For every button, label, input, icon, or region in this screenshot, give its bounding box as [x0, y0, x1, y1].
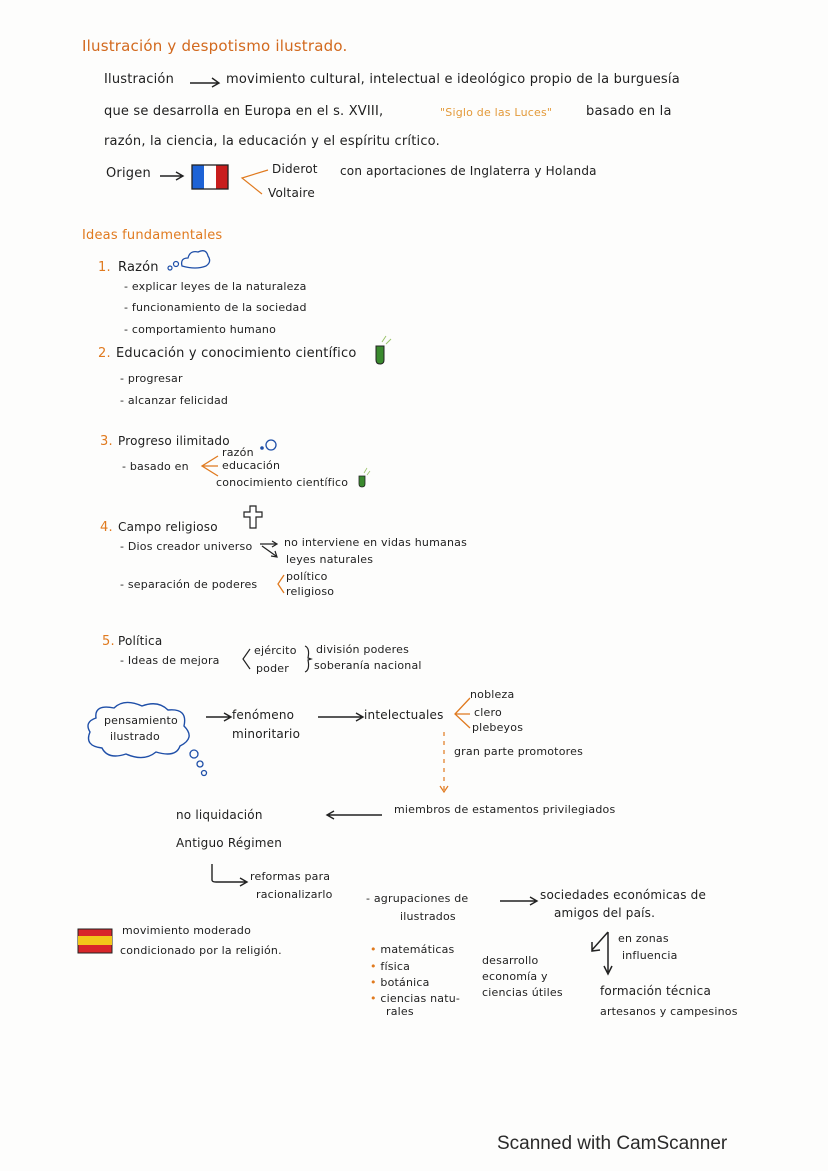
curved-arrow-icon: [206, 862, 250, 888]
spain-text: movimiento moderado: [122, 924, 252, 937]
estate: plebeyos: [472, 721, 524, 734]
intro-definition: movimiento cultural, intelectual e ideológico propio de la burguesía: [226, 72, 680, 87]
arrows-icon: [258, 536, 284, 562]
idea-5-branch: poder: [256, 662, 289, 675]
idea-1-num: 1.: [98, 260, 111, 275]
groups: - agrupaciones de: [366, 892, 469, 905]
france-flag: [191, 164, 229, 190]
idea-5-result: soberanía nacional: [314, 659, 422, 672]
idea-4-sep-branch: político: [286, 570, 328, 583]
phenomenon: minoritario: [232, 727, 301, 741]
thought-cloud-icon: [166, 246, 214, 274]
idea-1-point: - comportamiento humano: [124, 323, 276, 336]
intellectuals: intelectuales: [364, 708, 444, 722]
idea-5-improve: - Ideas de mejora: [120, 654, 220, 667]
influence: en zonas: [618, 932, 669, 945]
thought-cloud-icon: [258, 438, 280, 452]
idea-4-sep-branch: religioso: [286, 585, 335, 598]
science-item: • matemáticas: [370, 943, 455, 956]
origin-diderot: Diderot: [272, 162, 318, 176]
intro-line2: que se desarrolla en Europa en el s. XVIII,: [104, 104, 384, 119]
influence: influencia: [622, 949, 678, 962]
origin-voltaire: Voltaire: [268, 186, 315, 200]
idea-2-label: Educación y conocimiento científico: [116, 346, 357, 361]
idea-3-based-label: - basado en: [122, 460, 189, 473]
page-title: Ilustración y despotismo ilustrado.: [82, 37, 348, 55]
test-tube-icon: [356, 466, 372, 488]
idea-3-branch: razón: [222, 446, 254, 459]
phenomenon: fenómeno: [232, 708, 295, 722]
development: economía y: [482, 970, 548, 983]
science-item: • botánica: [370, 976, 430, 989]
societies: sociedades económicas de: [540, 888, 707, 902]
intro-line3: razón, la ciencia, la educación y el espíritu crítico.: [104, 134, 440, 149]
idea-4-separation: - separación de poderes: [120, 578, 258, 591]
idea-3-num: 3.: [100, 434, 113, 449]
origin-label: Origen: [106, 166, 151, 181]
spain-text: condicionado por la religión.: [120, 944, 282, 957]
societies: amigos del país.: [554, 906, 656, 920]
no-liquidation: no liquidación: [176, 808, 263, 822]
no-liquidation: Antiguo Régimen: [176, 836, 283, 850]
arrow-right-icon: [316, 710, 366, 724]
intro-term: Ilustración: [104, 72, 175, 87]
training: formación técnica: [600, 984, 712, 998]
idea-3-branch: educación: [222, 459, 281, 472]
estate: nobleza: [470, 688, 515, 701]
arrow-right-icon: [498, 894, 540, 908]
quote-siglo-luces: "Siglo de las Luces": [440, 106, 553, 119]
intro-line2-end: basado en la: [586, 104, 672, 119]
idea-3-label: Progreso ilimitado: [118, 434, 230, 448]
scanner-watermark: Scanned with CamScanner: [497, 1133, 728, 1154]
branch-icon: [238, 166, 272, 198]
split-arrows-icon: [584, 928, 616, 980]
idea-5-num: 5.: [102, 634, 115, 649]
development: desarrollo: [482, 954, 539, 967]
test-tube-icon: [372, 332, 394, 366]
science-item: • ciencias natu-: [370, 992, 461, 1005]
science-item: • física: [370, 960, 411, 973]
idea-1-point: - funcionamiento de la sociedad: [124, 301, 307, 314]
spain-flag: [77, 928, 113, 954]
idea-4-num: 4.: [100, 520, 113, 535]
reforms: reformas para: [250, 870, 331, 883]
promoters: gran parte promotores: [454, 745, 583, 758]
estate: clero: [474, 706, 502, 719]
idea-2-point: - alcanzar felicidad: [120, 394, 229, 407]
ideas-heading: Ideas fundamentales: [82, 228, 223, 243]
arrow-right-icon: [204, 710, 234, 724]
cross-icon: [242, 504, 264, 530]
science-item: rales: [386, 1005, 414, 1018]
idea-4-god-branch: leyes naturales: [286, 553, 374, 566]
development: ciencias útiles: [482, 986, 563, 999]
idea-3-branch: conocimiento científico: [216, 476, 349, 489]
dashed-arrow-down-icon: [436, 730, 452, 796]
cloud-text: ilustrado: [110, 730, 160, 743]
idea-1-label: Razón: [118, 260, 159, 275]
origin-note: con aportaciones de Inglaterra y Holanda: [340, 164, 597, 178]
idea-5-result: división poderes: [316, 643, 410, 656]
idea-2-point: - progresar: [120, 372, 183, 385]
idea-2-num: 2.: [98, 346, 111, 361]
bracket-icon: [240, 646, 254, 672]
groups: ilustrados: [400, 910, 456, 923]
arrow-right-icon: [158, 168, 188, 182]
cloud-text: pensamiento: [104, 714, 178, 727]
idea-4-god-branch: no interviene en vidas humanas: [284, 536, 467, 549]
arrow-left-icon: [324, 808, 386, 822]
idea-5-branch: ejército: [254, 644, 297, 657]
idea-1-point: - explicar leyes de la naturaleza: [124, 280, 307, 293]
idea-4-god: - Dios creador universo: [120, 540, 253, 553]
idea-5-label: Política: [118, 634, 163, 648]
brace-icon: [302, 644, 314, 674]
training: artesanos y campesinos: [600, 1005, 738, 1018]
privileged: miembros de estamentos privilegiados: [394, 803, 616, 816]
reforms: racionalizarlo: [256, 888, 333, 901]
arrow-right-icon: [188, 74, 224, 88]
idea-4-label: Campo religioso: [118, 520, 218, 534]
